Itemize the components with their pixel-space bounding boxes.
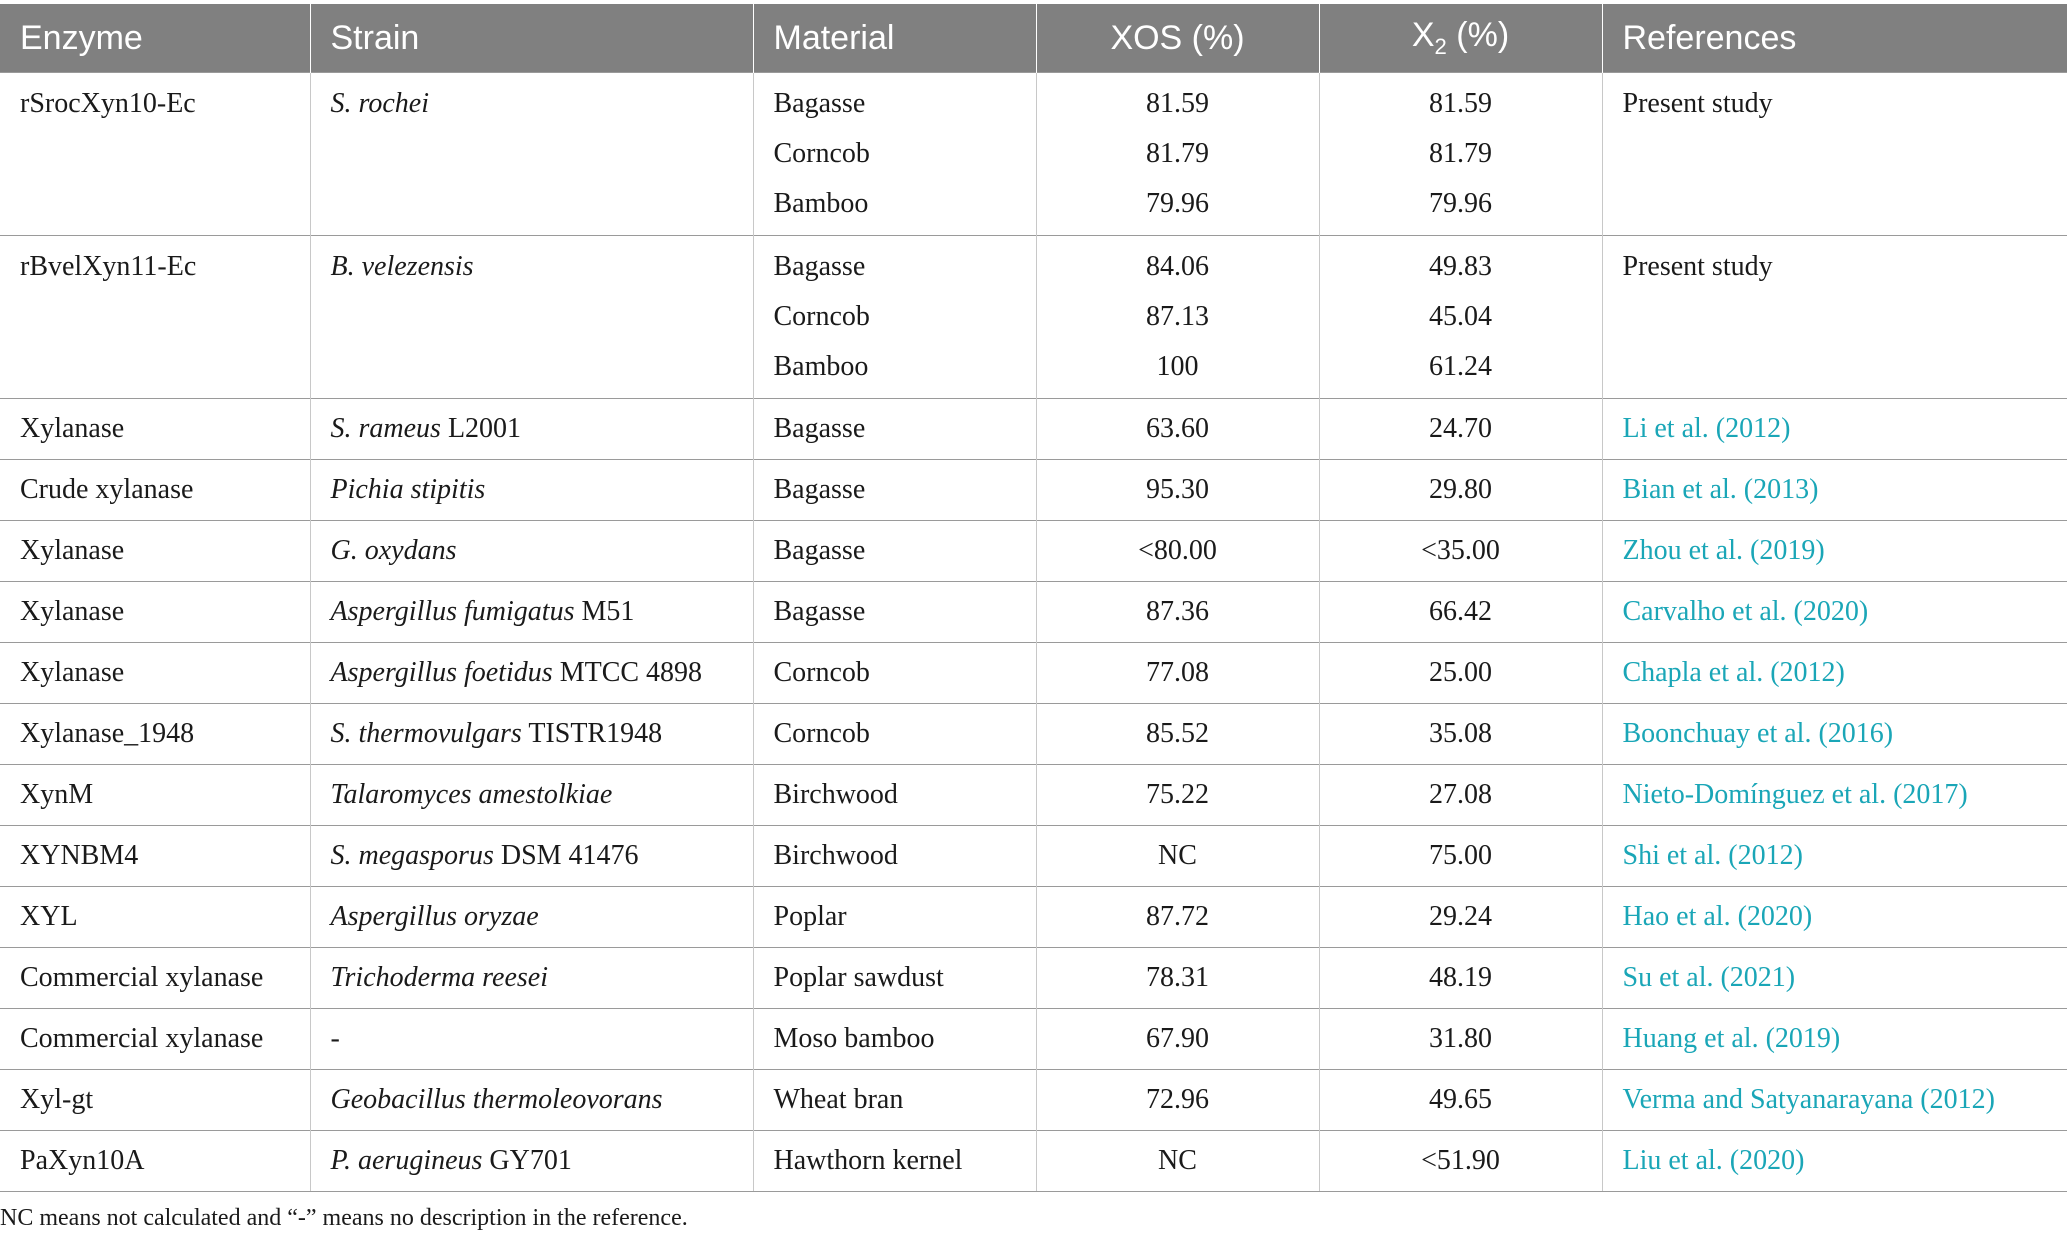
- xos-value: NC: [1158, 1145, 1197, 1176]
- strain-name: S. rameus: [330, 413, 441, 444]
- reference-link[interactable]: Boonchuay et al. (2016): [1622, 718, 1894, 749]
- material-value: Hawthorn kernel: [773, 1145, 963, 1176]
- x2-cell: [1319, 704, 1602, 765]
- material-value: Poplar: [773, 901, 847, 932]
- table-row: [0, 1009, 2067, 1070]
- xos-value: 75.22: [1146, 779, 1209, 810]
- x2-value: 45.04: [1429, 301, 1492, 332]
- enzyme-cell: Xyl-gt: [0, 1070, 310, 1131]
- reference-cell: [1602, 1009, 2067, 1070]
- xos-value: 77.08: [1146, 657, 1209, 688]
- xos-value: 87.13: [1146, 301, 1209, 332]
- table-row: [0, 1070, 2067, 1131]
- x2-cell: [1319, 521, 1602, 582]
- x2-value: 75.00: [1429, 840, 1492, 871]
- reference-cell: [1602, 460, 2067, 521]
- material-cell: [753, 1070, 1036, 1131]
- material-cell: [753, 1131, 1036, 1192]
- x2-value: 29.80: [1429, 474, 1492, 505]
- xos-cell: [1036, 399, 1319, 460]
- header-material: Material: [753, 4, 1036, 73]
- strain-name: Aspergillus oryzae: [330, 901, 539, 932]
- material-cell: [753, 460, 1036, 521]
- x2-value: 81.79: [1429, 138, 1492, 169]
- enzyme-cell: Xylanase: [0, 521, 310, 582]
- reference-link[interactable]: Zhou et al. (2019): [1622, 535, 1825, 566]
- x2-cell: [1319, 765, 1602, 826]
- xos-value: 81.59: [1146, 88, 1209, 119]
- material-cell: [753, 399, 1036, 460]
- enzyme-cell: Xylanase: [0, 399, 310, 460]
- xos-value: 79.96: [1146, 188, 1209, 219]
- enzyme-cell: rSrocXyn10-Ec: [0, 73, 310, 236]
- strain-name: Aspergillus fumigatus: [330, 596, 575, 627]
- material-value: Bagasse: [773, 413, 866, 444]
- strain-name: S. thermovulgars: [330, 718, 522, 749]
- xos-value: 72.96: [1146, 1084, 1209, 1115]
- x2-cell: [1319, 1070, 1602, 1131]
- material-value: Bamboo: [773, 188, 869, 219]
- strain-name: S. megasporus: [330, 840, 494, 871]
- xos-cell: [1036, 460, 1319, 521]
- x2-value: 24.70: [1429, 413, 1492, 444]
- material-value: Bamboo: [773, 351, 869, 382]
- strain-cell: [310, 1070, 753, 1131]
- strain-cell: [310, 704, 753, 765]
- xos-value: 78.31: [1146, 962, 1209, 993]
- enzyme-cell: Xylanase: [0, 582, 310, 643]
- xos-value: NC: [1158, 840, 1197, 871]
- x2-value: <51.90: [1421, 1145, 1500, 1176]
- material-cell: [753, 1009, 1036, 1070]
- header-enzyme: Enzyme: [0, 4, 310, 73]
- table-row: [0, 948, 2067, 1009]
- x2-cell: [1319, 399, 1602, 460]
- reference-link[interactable]: Huang et al. (2019): [1622, 1023, 1841, 1054]
- reference-cell: [1602, 704, 2067, 765]
- material-value: Bagasse: [773, 535, 866, 566]
- xos-cell: [1036, 521, 1319, 582]
- material-cell: [753, 948, 1036, 1009]
- x2-cell: [1319, 73, 1602, 236]
- x2-cell: [1319, 643, 1602, 704]
- reference-link[interactable]: Li et al. (2012): [1622, 413, 1791, 444]
- material-value: Birchwood: [773, 840, 898, 871]
- reference-link[interactable]: Hao et al. (2020): [1622, 901, 1813, 932]
- material-value: Corncob: [773, 138, 870, 169]
- strain-name: Talaromyces amestolkiae: [330, 779, 613, 810]
- reference-link[interactable]: Carvalho et al. (2020): [1622, 596, 1869, 627]
- xos-value: 84.06: [1146, 251, 1209, 282]
- reference-link[interactable]: Verma and Satyanarayana (2012): [1622, 1084, 1995, 1115]
- reference-cell: [1602, 582, 2067, 643]
- strain-cell: [310, 399, 753, 460]
- xos-value: 81.79: [1146, 138, 1209, 169]
- strain-suffix: GY701: [482, 1145, 572, 1176]
- reference-link[interactable]: Su et al. (2021): [1622, 962, 1796, 993]
- material-cell: [753, 643, 1036, 704]
- table-body: [0, 73, 2067, 1192]
- reference-cell: [1602, 643, 2067, 704]
- table-row: [0, 521, 2067, 582]
- xos-value: 95.30: [1146, 474, 1209, 505]
- reference-cell: [1602, 236, 2067, 399]
- material-value: Wheat bran: [773, 1084, 904, 1115]
- enzyme-cell: PaXyn10A: [0, 1131, 310, 1192]
- header-x2-sub: 2: [1434, 33, 1447, 59]
- reference-cell: [1602, 826, 2067, 887]
- material-cell: [753, 887, 1036, 948]
- table-header-row: [0, 4, 2067, 73]
- xos-cell: [1036, 1009, 1319, 1070]
- reference-link[interactable]: Shi et al. (2012): [1622, 840, 1803, 871]
- xos-value: 100: [1156, 351, 1199, 382]
- strain-suffix: MTCC 4898: [552, 657, 703, 688]
- material-cell: [753, 704, 1036, 765]
- x2-value: 35.08: [1429, 718, 1492, 749]
- xos-cell: [1036, 582, 1319, 643]
- strain-suffix: -: [330, 1023, 340, 1054]
- strain-name: B. velezensis: [330, 251, 474, 282]
- xos-cell: [1036, 826, 1319, 887]
- reference-cell: [1602, 1070, 2067, 1131]
- x2-value: 81.59: [1429, 88, 1492, 119]
- header-x2-base: X: [1411, 16, 1435, 55]
- strain-cell: [310, 948, 753, 1009]
- reference-cell: [1602, 399, 2067, 460]
- header-references: References: [1602, 4, 2067, 73]
- strain-suffix: DSM 41476: [493, 840, 639, 871]
- x2-value: 31.80: [1429, 1023, 1492, 1054]
- reference-cell: [1602, 521, 2067, 582]
- x2-cell: [1319, 1009, 1602, 1070]
- table-footnote: NC means not calculated and “-” means no description in the reference.: [0, 1205, 688, 1231]
- strain-cell: [310, 460, 753, 521]
- strain-name: Geobacillus thermoleovorans: [330, 1084, 663, 1115]
- xos-cell: [1036, 948, 1319, 1009]
- strain-cell: [310, 887, 753, 948]
- reference-link[interactable]: Nieto-Domínguez et al. (2017): [1622, 779, 1968, 810]
- strain-cell: [310, 236, 753, 399]
- header-xos: XOS (%): [1036, 4, 1319, 73]
- xos-cell: [1036, 236, 1319, 399]
- xos-cell: [1036, 887, 1319, 948]
- table-row: [0, 765, 2067, 826]
- reference-cell: [1602, 948, 2067, 1009]
- x2-value: 66.42: [1429, 596, 1492, 627]
- material-value: Moso bamboo: [773, 1023, 935, 1054]
- xos-value: 67.90: [1146, 1023, 1209, 1054]
- material-value: Birchwood: [773, 779, 898, 810]
- enzyme-cell: Crude xylanase: [0, 460, 310, 521]
- x2-cell: [1319, 236, 1602, 399]
- reference-text: Present study: [1622, 251, 1773, 282]
- table-row: [0, 704, 2067, 765]
- header-x2-unit: (%): [1446, 16, 1510, 55]
- x2-cell: [1319, 582, 1602, 643]
- reference-cell: [1602, 887, 2067, 948]
- xos-cell: [1036, 73, 1319, 236]
- strain-cell: [310, 1131, 753, 1192]
- xos-cell: [1036, 1070, 1319, 1131]
- reference-cell: [1602, 1131, 2067, 1192]
- x2-value: 27.08: [1429, 779, 1492, 810]
- table-row: [0, 826, 2067, 887]
- table-row: [0, 643, 2067, 704]
- enzyme-cell: Commercial xylanase: [0, 948, 310, 1009]
- xos-cell: [1036, 643, 1319, 704]
- material-value: Poplar sawdust: [773, 962, 944, 993]
- x2-value: 25.00: [1429, 657, 1492, 688]
- xos-cell: [1036, 1131, 1319, 1192]
- strain-name: P. aerugineus: [330, 1145, 483, 1176]
- xos-cell: [1036, 765, 1319, 826]
- xos-value: 63.60: [1146, 413, 1209, 444]
- reference-link[interactable]: Liu et al. (2020): [1622, 1145, 1805, 1176]
- x2-value: 61.24: [1429, 351, 1492, 382]
- material-cell: [753, 582, 1036, 643]
- enzyme-cell: Commercial xylanase: [0, 1009, 310, 1070]
- reference-link[interactable]: Bian et al. (2013): [1622, 474, 1819, 505]
- material-value: Corncob: [773, 718, 870, 749]
- x2-cell: [1319, 826, 1602, 887]
- material-cell: [753, 236, 1036, 399]
- reference-cell: [1602, 73, 2067, 236]
- material-value: Bagasse: [773, 596, 866, 627]
- x2-cell: [1319, 948, 1602, 1009]
- strain-cell: [310, 73, 753, 236]
- enzyme-cell: Xylanase_1948: [0, 704, 310, 765]
- header-strain: Strain: [310, 4, 753, 73]
- strain-cell: [310, 1009, 753, 1070]
- x2-value: 29.24: [1429, 901, 1492, 932]
- reference-cell: [1602, 765, 2067, 826]
- strain-cell: [310, 765, 753, 826]
- table-row: [0, 236, 2067, 399]
- strain-cell: [310, 643, 753, 704]
- strain-cell: [310, 582, 753, 643]
- xos-value: 85.52: [1146, 718, 1209, 749]
- material-cell: [753, 765, 1036, 826]
- x2-value: 48.19: [1429, 962, 1492, 993]
- table-row: [0, 1131, 2067, 1192]
- enzyme-cell: XYNBM4: [0, 826, 310, 887]
- strain-cell: [310, 826, 753, 887]
- material-cell: [753, 826, 1036, 887]
- table-row: [0, 460, 2067, 521]
- strain-cell: [310, 521, 753, 582]
- strain-suffix: TISTR1948: [521, 718, 663, 749]
- table-row: [0, 73, 2067, 236]
- x2-value: 49.83: [1429, 251, 1492, 282]
- enzyme-cell: XynM: [0, 765, 310, 826]
- enzyme-cell: rBvelXyn11-Ec: [0, 236, 310, 399]
- x2-value: 49.65: [1429, 1084, 1492, 1115]
- strain-name: G. oxydans: [330, 535, 457, 566]
- x2-value: <35.00: [1421, 535, 1500, 566]
- enzyme-cell: Xylanase: [0, 643, 310, 704]
- xos-value: 87.72: [1146, 901, 1209, 932]
- table-row: [0, 399, 2067, 460]
- material-cell: [753, 73, 1036, 236]
- table-row: [0, 887, 2067, 948]
- material-value: Corncob: [773, 657, 870, 688]
- strain-suffix: L2001: [440, 413, 522, 444]
- strain-name: Aspergillus foetidus: [330, 657, 553, 688]
- xos-cell: [1036, 704, 1319, 765]
- x2-cell: [1319, 887, 1602, 948]
- xos-value: <80.00: [1138, 535, 1217, 566]
- reference-text: Present study: [1622, 88, 1773, 119]
- x2-value: 79.96: [1429, 188, 1492, 219]
- material-value: Bagasse: [773, 88, 866, 119]
- header-x2: [1319, 4, 1602, 73]
- material-value: Bagasse: [773, 474, 866, 505]
- strain-name: Pichia stipitis: [330, 474, 486, 505]
- reference-link[interactable]: Chapla et al. (2012): [1622, 657, 1845, 688]
- xos-value: 87.36: [1146, 596, 1209, 627]
- strain-name: S. rochei: [330, 88, 429, 119]
- material-value: Bagasse: [773, 251, 866, 282]
- strain-suffix: M51: [574, 596, 635, 627]
- strain-name: Trichoderma reesei: [330, 962, 548, 993]
- material-cell: [753, 521, 1036, 582]
- x2-cell: [1319, 1131, 1602, 1192]
- xylanase-comparison-table: [0, 4, 2067, 1192]
- enzyme-cell: XYL: [0, 887, 310, 948]
- x2-cell: [1319, 460, 1602, 521]
- material-value: Corncob: [773, 301, 870, 332]
- table-row: [0, 582, 2067, 643]
